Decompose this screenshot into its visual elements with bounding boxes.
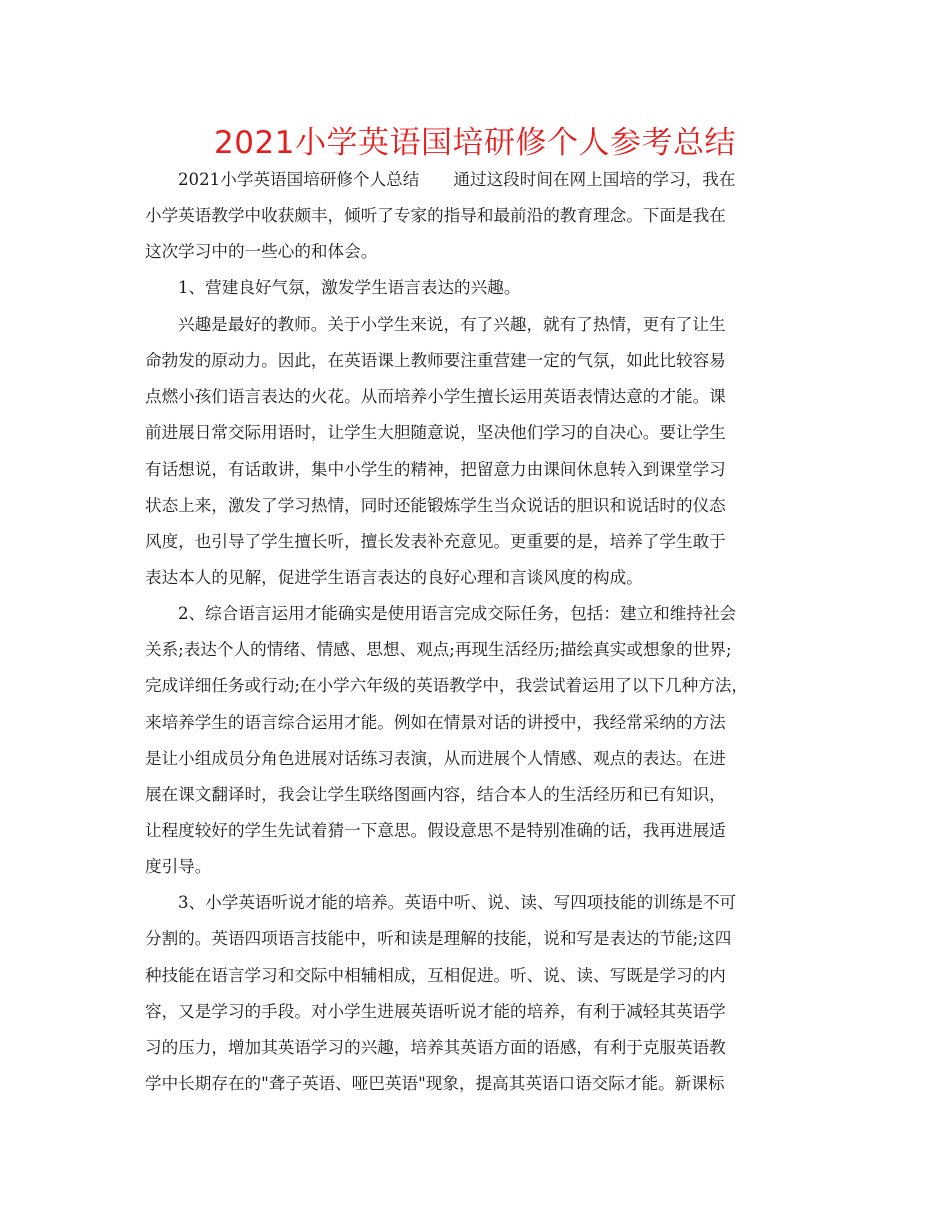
paragraph-line: 前进展日常交际用语时，让学生大胆随意说，坚决他们学习的自决心。要让学生 bbox=[145, 423, 726, 442]
paragraph-line: 来培养学生的语言综合运用才能。例如在情景对话的讲授中，我经常采纳的方法 bbox=[145, 713, 726, 732]
paragraph-line: 完成详细任务或行动;在小学六年级的英语教学中，我尝试着运用了以下几种方法， bbox=[145, 676, 748, 695]
section-heading: 1、营建良好气氛，激发学生语言表达的兴趣。 bbox=[178, 278, 521, 297]
document-title: 2021小学英语国培研修个人参考总结 bbox=[214, 125, 736, 161]
paragraph-line: 让程度较好的学生先试着猜一下意思。假设意思不是特别准确的话，我再进展适 bbox=[145, 821, 726, 840]
paragraph-line: 状态上来，激发了学习热情，同时还能锻炼学生当众说话的胆识和说话时的仪态 bbox=[145, 496, 726, 515]
paragraph-line: 风度，也引导了学生擅长听，擅长发表补充意见。更重要的是，培养了学生敢于 bbox=[145, 532, 726, 551]
paragraph-line: 容，又是学习的手段。对小学生进展英语听说才能的培养，有利于减轻其英语学 bbox=[145, 1002, 726, 1021]
intro-line bbox=[145, 162, 805, 198]
paragraph-line: 关系;表达个人的情绪、情感、思想、观点;再现生活经历;描绘真实或想象的世界; bbox=[145, 640, 732, 659]
paragraph-line: 学中长期存在的"聋子英语、哑巴英语"现象，提高其英语口语交际才能。新课标 bbox=[145, 1074, 725, 1093]
intro-heading: 2021小学英语国培研修个人总结 bbox=[178, 170, 420, 189]
paragraph-line: 度引导。 bbox=[145, 857, 212, 876]
paragraph-line: 分割的。英语四项语言技能中，听和读是理解的技能，说和写是表达的节能;这四 bbox=[145, 929, 732, 948]
paragraph-line: 种技能在语言学习和交际中相辅相成，互相促进。听、说、读、写既是学习的内 bbox=[145, 966, 726, 985]
paragraph-line: 展在课文翻译时，我会让学生联络图画内容，结合本人的生活经历和已有知识， bbox=[145, 785, 726, 804]
paragraph-line: 小学英语教学中收获颇丰，倾听了专家的指导和最前沿的教育理念。下面是我在 bbox=[145, 206, 726, 225]
paragraph-line: 兴趣是最好的教师。关于小学生来说，有了兴趣，就有了热情，更有了让生 bbox=[178, 315, 726, 334]
paragraph-line: 是让小组成员分角色进展对话练习表演，从而进展个人情感、观点的表达。在进 bbox=[145, 749, 726, 768]
paragraph-line: 点燃小孩们语言表达的火花。从而培养小学生擅长运用英语表情达意的才能。课 bbox=[145, 387, 726, 406]
intro-text: 通过这段时间在网上国培的学习，我在 bbox=[453, 170, 736, 189]
paragraph-line: 命勃发的原动力。因此，在英语课上教师要注重营建一定的气氛，如此比较容易 bbox=[145, 351, 726, 370]
paragraph-line: 表达本人的见解，促进学生语言表达的良好心理和言谈风度的构成。 bbox=[145, 568, 643, 587]
paragraph-line: 有话想说，有话敢讲，集中小学生的精神，把留意力由课间休息转入到课堂学习 bbox=[145, 460, 726, 479]
paragraph-line: 这次学习中的一些心的和体会。 bbox=[145, 242, 378, 261]
paragraph-line: 习的压力，增加其英语学习的兴趣，培养其英语方面的语感，有利于克服英语教 bbox=[145, 1038, 726, 1057]
paragraph-line: 2、综合语言运用才能确实是使用语言完成交际任务，包括：建立和维持社会 bbox=[178, 604, 737, 623]
paragraph-line: 3、小学英语听说才能的培养。英语中听、说、读、写四项技能的训练是不可 bbox=[178, 893, 737, 912]
